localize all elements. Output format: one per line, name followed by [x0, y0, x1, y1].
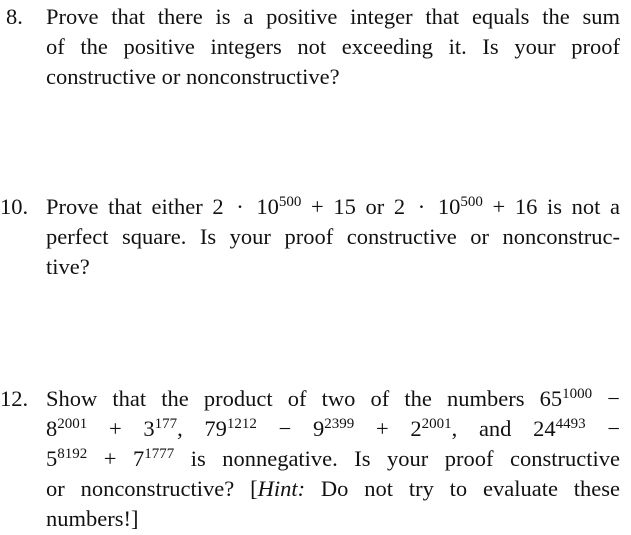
problem-line	[46, 414, 620, 444]
comma: ,	[451, 416, 458, 441]
math-base: 5	[46, 446, 58, 471]
text-segment: or nonconstructive? [	[46, 476, 258, 501]
exponent: 500	[460, 193, 483, 210]
problem-text	[46, 192, 620, 282]
problem-number: 12.	[0, 386, 29, 411]
math-base: 10	[437, 194, 461, 219]
problem-12	[0, 384, 620, 534]
problem-line: tive?	[46, 254, 90, 279]
minus-sign: −	[607, 386, 620, 411]
problem-10	[0, 192, 620, 282]
problem-line	[46, 384, 620, 414]
math-term: − 9	[278, 416, 325, 441]
math-base: 79	[204, 416, 227, 441]
problem-line: of the positive integers not exceeding it. Is your proof	[46, 34, 620, 59]
text-segment: Show that the product of two of the numbers 65	[46, 386, 563, 411]
math-term: + 3	[108, 416, 155, 441]
math-base: 10	[256, 194, 279, 219]
problem-line	[46, 474, 620, 504]
problem-line: constructive or nonconstructive?	[46, 64, 340, 89]
text-segment: Prove that either 2	[46, 194, 224, 219]
problem-line: perfect square. Is your proof constructive or nonconstruc-	[46, 224, 620, 249]
math-term: + 7	[103, 446, 145, 471]
problem-line: Prove that there is a positive integer that equals the sum	[46, 4, 620, 29]
problem-text	[46, 384, 620, 534]
math-base: 8	[46, 416, 58, 441]
text-segment: + 15 or 2	[311, 194, 406, 219]
comma: ,	[177, 416, 183, 441]
problem-line	[46, 192, 620, 222]
exponent: 177	[154, 415, 178, 432]
problem-8	[0, 2, 620, 92]
text-segment: Do not try to evaluate these	[320, 476, 620, 501]
exponent: 4493	[555, 415, 586, 432]
cdot-symbol: ·	[236, 194, 244, 219]
exponent: 8192	[57, 445, 88, 462]
minus-sign: −	[607, 416, 621, 441]
problem-line	[46, 444, 620, 474]
text-segment: is nonnegative. Is your proof constructive	[190, 446, 620, 471]
problem-number: 10.	[0, 194, 29, 219]
problem-number: 8.	[6, 4, 23, 29]
exponent: 1212	[226, 415, 257, 432]
problem-text	[46, 2, 620, 92]
problem-line: numbers!]	[46, 506, 139, 531]
exponent: 2399	[324, 415, 355, 432]
hint-label: Hint:	[257, 476, 306, 501]
exponent: 2001	[421, 415, 452, 432]
exponent: 1000	[562, 385, 593, 402]
text-segment: and	[478, 416, 512, 441]
math-base: 24	[533, 416, 556, 441]
math-term: + 2	[375, 416, 422, 441]
cdot-symbol: ·	[417, 194, 426, 219]
exponent: 500	[278, 193, 302, 210]
exponent: 2001	[57, 415, 88, 432]
exponent: 1777	[144, 445, 175, 462]
text-segment: + 16 is not a	[492, 194, 621, 219]
